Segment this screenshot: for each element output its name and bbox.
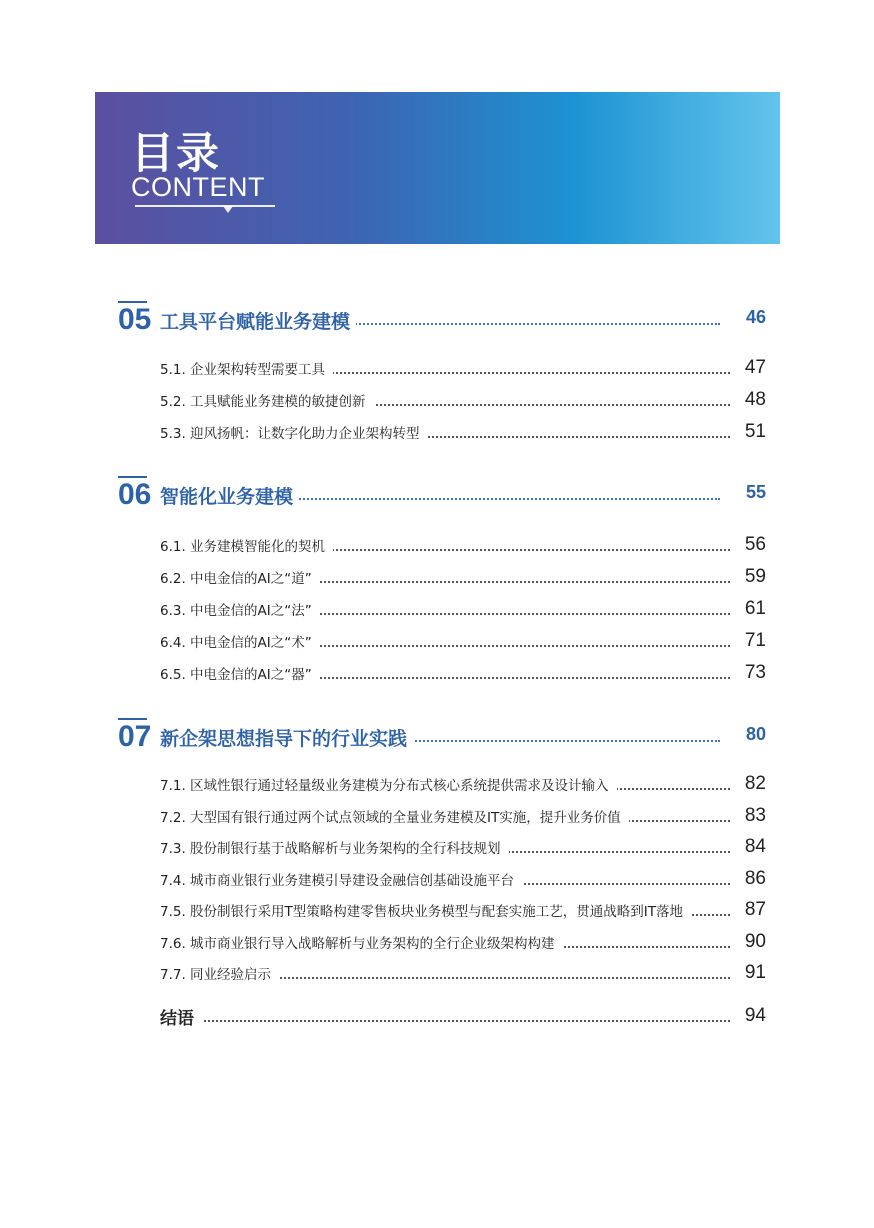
underline-notch [223,206,233,213]
section-number: 05 [118,303,152,336]
entry-page-number: 59 [744,566,766,587]
toc-entry[interactable] [160,805,766,829]
entry-page-number: 90 [744,931,766,952]
epilogue-label: 结语 [160,1004,202,1029]
entry-label: 7.4. 城市商业银行业务建模引导建设金融信创基础设施平台 [160,869,522,889]
toc-entry[interactable] [160,868,766,892]
entry-page-number: 84 [744,836,766,857]
entry-page-number: 87 [744,899,766,920]
section-title: 工具平台赋能业务建模 [160,307,356,334]
entry-page-number: 83 [744,805,766,826]
entry-label: 7.1. 区域性银行通过轻量级业务建模为分布式核心系统提供需求及设计输入 [160,774,617,794]
section-page-number: 55 [745,482,766,502]
subtitle-underline [135,205,275,207]
section-title: 新企架思想指导下的行业实践 [160,724,413,751]
entry-label: 6.5. 中电金信的AI之“器” [160,663,320,683]
entry-label: 6.2. 中电金信的AI之“道” [160,567,320,587]
entry-page-number: 82 [744,773,766,794]
header-banner [95,92,780,244]
entry-page-number: 73 [744,662,766,683]
section-page-number: 80 [745,724,766,744]
toc-entry[interactable] [160,357,766,381]
page-subtitle: CONTENT [131,172,265,202]
toc-section-07[interactable] [118,718,766,754]
entry-label: 7.7. 同业经验启示 [160,963,279,983]
toc-entry[interactable] [160,630,766,654]
section-page-number: 46 [745,307,766,327]
toc-entry[interactable] [160,836,766,860]
section-title: 智能化业务建模 [160,482,299,509]
entry-label: 6.1. 业务建模智能化的契机 [160,535,333,555]
toc-entry[interactable] [160,899,766,923]
entry-label: 6.4. 中电金信的AI之“术” [160,631,320,651]
page-title: 目录 [131,129,221,179]
entry-label: 7.5. 股份制银行采用T型策略构建零售板块业务模型与配套实施工艺，贯通战略到IT落地 [160,900,691,920]
toc-entry[interactable] [160,389,766,413]
entry-page-number: 61 [744,598,766,619]
toc-entry-epilogue[interactable] [160,1005,766,1029]
section-number: 06 [118,478,152,511]
toc-entry[interactable] [160,962,766,986]
toc-entry[interactable] [160,534,766,558]
toc-entry[interactable] [160,773,766,797]
entry-label: 5.2. 工具赋能业务建模的敏捷创新 [160,390,374,410]
toc-entry[interactable] [160,598,766,622]
entry-label: 7.3. 股份制银行基于战略解析与业务架构的全行科技规划 [160,837,509,857]
toc-section-06[interactable] [118,476,766,512]
entry-page-number: 86 [744,868,766,889]
entry-page-number: 51 [744,421,766,442]
entry-label: 7.6. 城市商业银行导入战略解析与业务架构的全行企业级架构构建 [160,932,563,952]
entry-page-number: 71 [744,630,766,651]
toc-entry[interactable] [160,662,766,686]
entry-label: 7.2. 大型国有银行通过两个试点领域的全量业务建模及IT实施，提升业务价值 [160,806,629,826]
entry-page-number: 91 [744,962,766,983]
entry-label: 5.3. 迎风扬帆：让数字化助力企业架构转型 [160,422,428,442]
toc-entry[interactable] [160,931,766,955]
section-number: 07 [118,720,152,753]
entry-label: 6.3. 中电金信的AI之“法” [160,599,320,619]
entry-page-number: 94 [744,1005,766,1026]
toc-entry[interactable] [160,421,766,445]
toc-entry[interactable] [160,566,766,590]
entry-label: 5.1. 企业架构转型需要工具 [160,358,333,378]
toc-section-05[interactable] [118,301,766,337]
entry-page-number: 56 [744,534,766,555]
entry-page-number: 48 [744,389,766,410]
dot-leader [160,1020,730,1022]
entry-page-number: 47 [744,357,766,378]
